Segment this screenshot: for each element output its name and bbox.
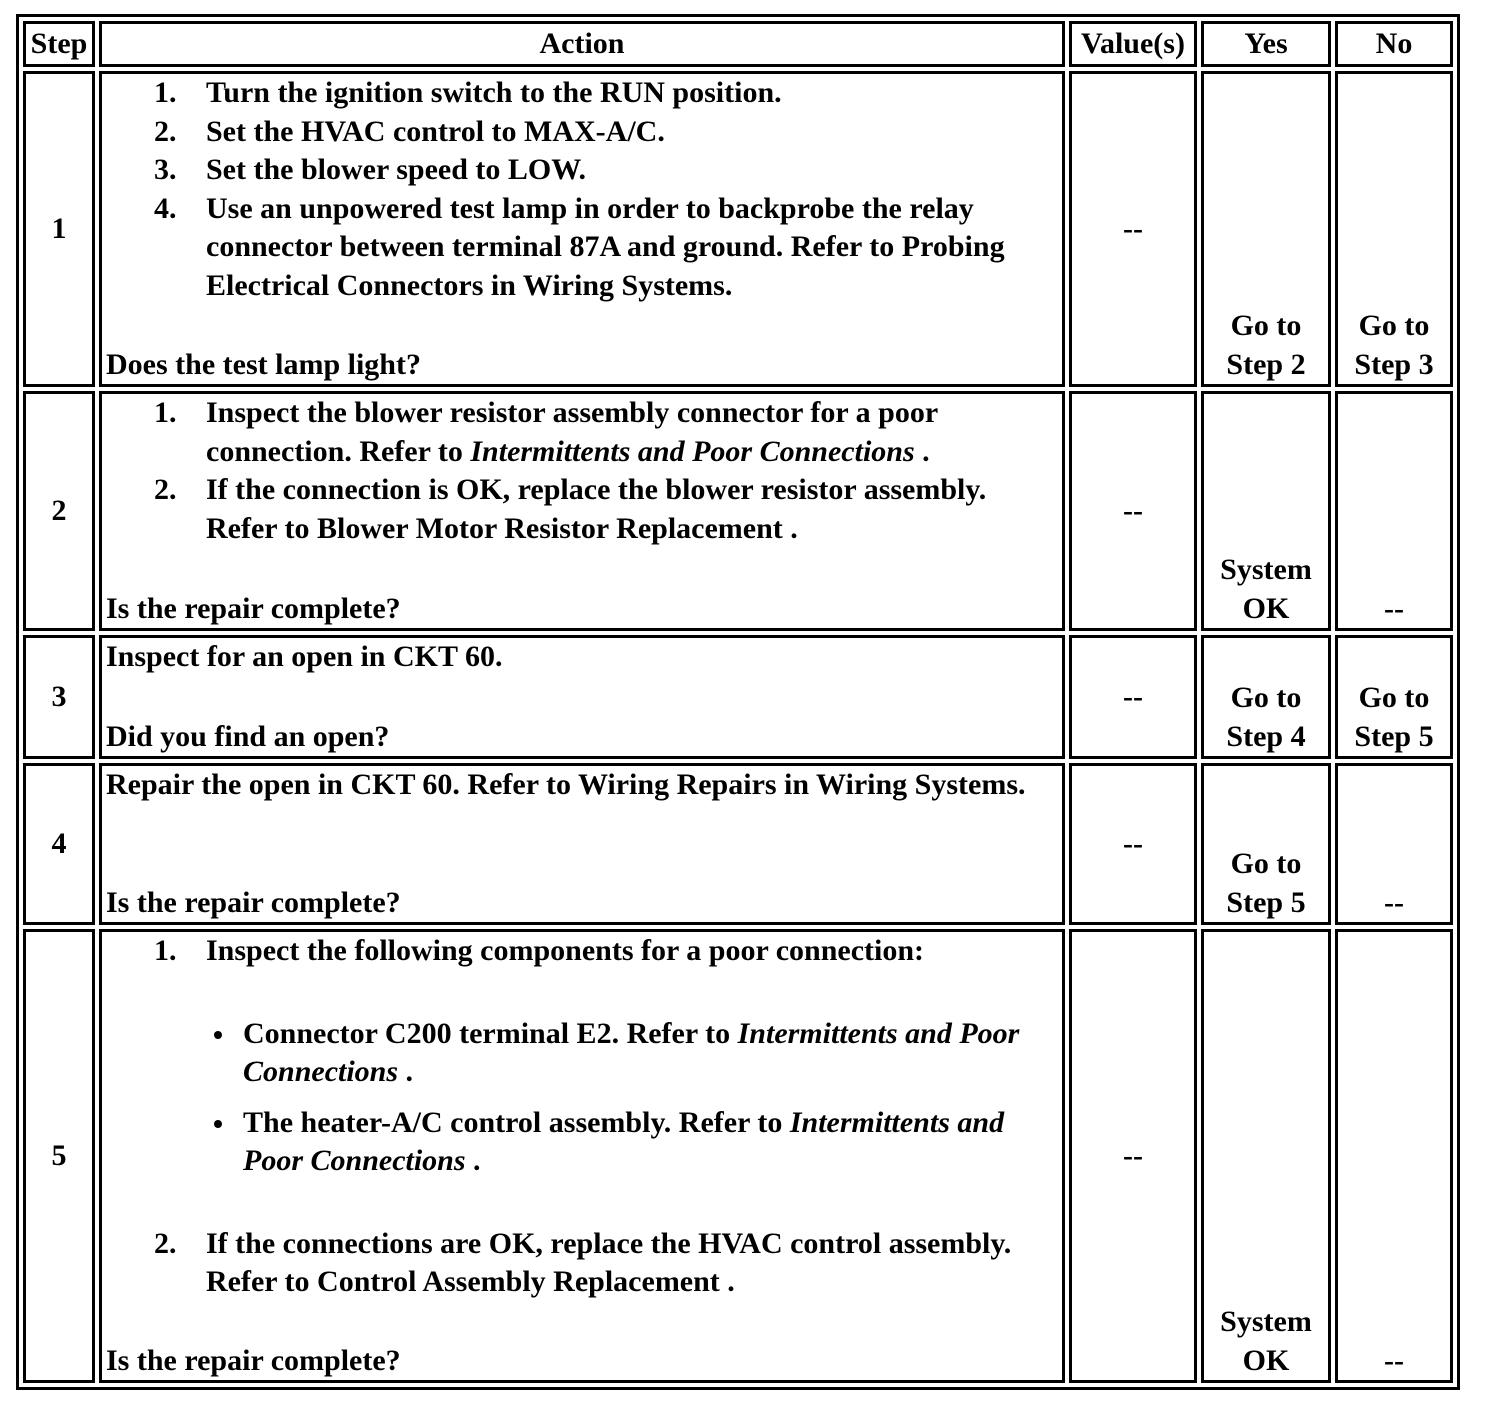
step-number: 5 (23, 929, 95, 1383)
no-cell: Go to Step 3 (1335, 71, 1453, 387)
table-row (23, 929, 1453, 1383)
question-text: Is the repair complete? (106, 885, 401, 919)
list-item: 2. Set the HVAC control to MAX-A/C. (154, 114, 665, 148)
step-number: 4 (23, 763, 95, 925)
header-action: Action (99, 21, 1065, 67)
list-item: 1. Inspect the blower resistor assembly connector for a poor connection. Refer to Intermittents and Poor Connections . (154, 396, 938, 468)
action-text: Repair the open in CKT 60. Refer to Wiring Repairs in Wiring Systems. (106, 768, 1026, 801)
table-row (23, 763, 1453, 925)
table-row (23, 391, 1453, 631)
numbered-list (106, 932, 1058, 1302)
step-number: 3 (23, 635, 95, 759)
values-cell: -- (1069, 635, 1197, 759)
bullet-icon (214, 1031, 222, 1039)
diagnostic-table (19, 17, 1457, 1387)
yes-cell: System OK (1201, 929, 1331, 1383)
numbered-list (106, 394, 1058, 548)
step-number: 2 (23, 391, 95, 631)
list-item: 1. Turn the ignition switch to the RUN position. (154, 76, 782, 109)
values-cell: -- (1069, 391, 1197, 631)
header-values: Value(s) (1069, 21, 1197, 67)
reference-link: Intermittents and Poor Connections (470, 434, 915, 468)
question-text: Is the repair complete? (106, 591, 401, 625)
no-cell: -- (1335, 763, 1453, 925)
values-cell: -- (1069, 763, 1197, 925)
list-item: 2. If the connections are OK, replace the HVAC control assembly. Refer to Control Assembly Replacement . (154, 1226, 1012, 1298)
yes-cell: System OK (1201, 391, 1331, 631)
values-cell: -- (1069, 929, 1197, 1383)
table-row (23, 71, 1453, 387)
no-cell: Go to Step 5 (1335, 635, 1453, 759)
bullet-icon (214, 1120, 222, 1128)
question-text: Does the test lamp light? (106, 347, 421, 381)
action-cell (99, 391, 1065, 631)
bullet-item: The heater-A/C control assembly. Refer to Intermittents and Poor Connections . (206, 1104, 1058, 1181)
numbered-list (106, 74, 1058, 305)
table-row (23, 635, 1453, 759)
action-cell (99, 635, 1065, 759)
values-cell: -- (1069, 71, 1197, 387)
yes-cell: Go to Step 5 (1201, 763, 1331, 925)
list-item: 3. Set the blower speed to LOW. (154, 153, 587, 186)
action-cell (99, 763, 1065, 925)
no-cell: -- (1335, 929, 1453, 1383)
action-cell (99, 929, 1065, 1383)
step-number: 1 (23, 71, 95, 387)
question-text: Did you find an open? (106, 719, 390, 753)
question-text: Is the repair complete? (106, 1343, 401, 1377)
action-text: Inspect for an open in CKT 60. (106, 640, 503, 673)
list-item: 2. If the connection is OK, replace the blower resistor assembly. Refer to Blower Motor Resistor Replacement . (154, 473, 987, 545)
bullet-item: Connector C200 terminal E2. Refer to Intermittents and Poor Connections . (206, 1015, 1058, 1092)
yes-cell: Go to Step 4 (1201, 635, 1331, 759)
reference-link: Intermittents and Poor Connections (243, 1016, 1020, 1088)
header-row (23, 21, 1453, 67)
header-yes: Yes (1201, 21, 1331, 67)
list-item: 4. Use an unpowered test lamp in order to backprobe the relay connector between terminal 87A and ground. Refer to Probing Electrical Connectors in Wiring Systems. (154, 191, 1005, 302)
header-step: Step (23, 21, 95, 67)
header-no: No (1335, 21, 1453, 67)
bullet-list (206, 1015, 1058, 1181)
list-item: 1. Inspect the following components for a poor connection: Connector C200 terminal E2. Refer to Intermittents and Poor Connections . The heater-A/C control assembly. Refer to Intermittents and Poor Connections . (106, 932, 1058, 1181)
yes-cell: Go to Step 2 (1201, 71, 1331, 387)
reference-link: Intermittents and Poor Connections (243, 1105, 1005, 1177)
action-cell (99, 71, 1065, 387)
no-cell: -- (1335, 391, 1453, 631)
